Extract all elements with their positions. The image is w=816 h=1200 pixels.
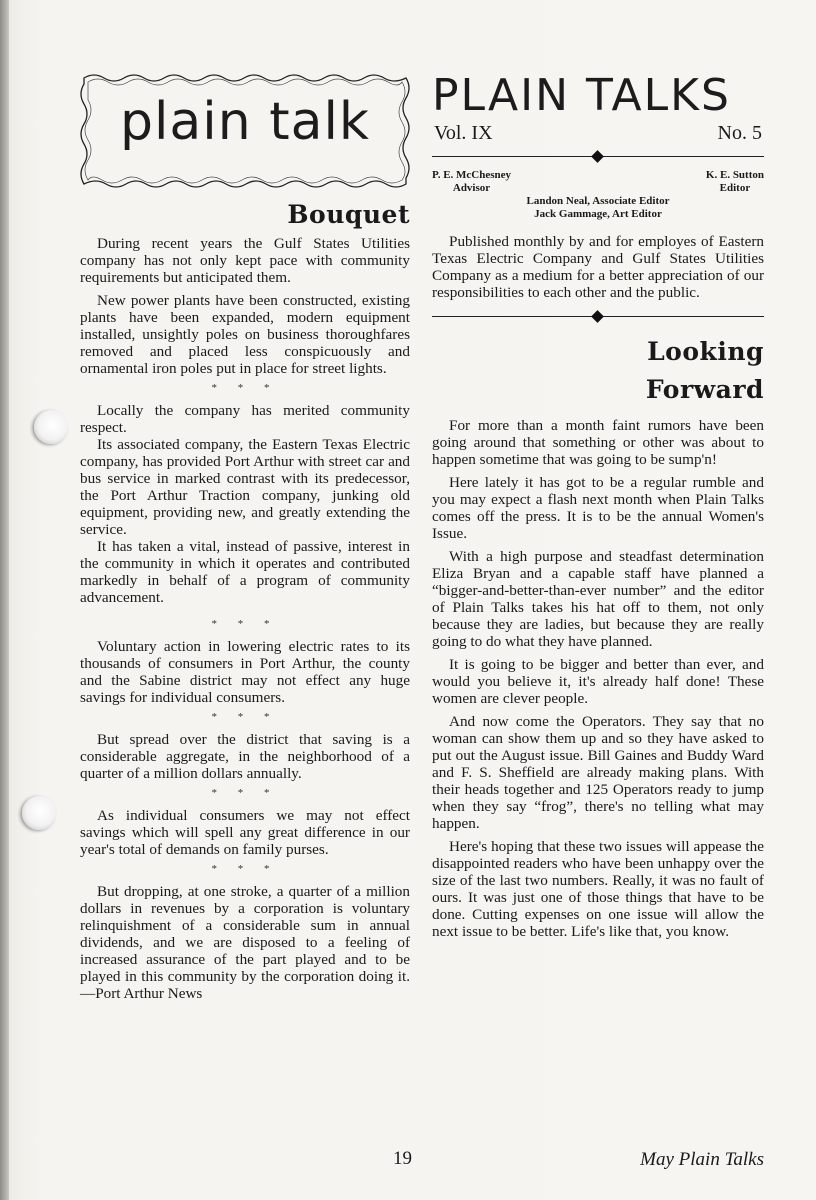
section-divider-stars: * * * bbox=[211, 618, 279, 630]
bouquet-paragraph: It has taken a vital, instead of passive, interest in the community in which it operates and contributed markedly in behalf of a program of community advancement. bbox=[80, 538, 410, 606]
right-column bbox=[432, 72, 764, 946]
section-divider-stars: * * * bbox=[211, 382, 279, 394]
publication-description: Published monthly by and for employes of Eastern Texas Electric Company and Gulf States Utilities Company as a medium for a better appreciation of our responsibilities to each other and the public. bbox=[432, 233, 764, 301]
editor-block bbox=[706, 169, 764, 195]
advisor-name: P. E. McChesney bbox=[432, 169, 512, 181]
binder-hole-top bbox=[34, 410, 68, 444]
page-number: 19 bbox=[393, 1148, 412, 1169]
volume-label: Vol. IX bbox=[434, 122, 493, 144]
masthead-title: PLAIN TALKS bbox=[432, 70, 731, 121]
forward-paragraph: For more than a month faint rumors have been going around that something or other was about to happen sometime that was going to be sump'n! bbox=[432, 417, 764, 468]
logo-text: plain talk bbox=[119, 92, 371, 152]
editor-role: Editor bbox=[719, 182, 751, 194]
forward-paragraph: Here lately it has got to be a regular rumble and you may expect a flash next month when Plain Talks comes off the press. It is to be the annual Women's Issue. bbox=[432, 474, 764, 542]
binding-spine bbox=[0, 0, 9, 1200]
advisor-block bbox=[432, 169, 511, 195]
bouquet-paragraph: But spread over the district that saving is a considerable aggregate, in the neighborhood of a quarter of a million dollars annually. bbox=[80, 731, 410, 782]
plain-talk-logo bbox=[80, 72, 410, 190]
forward-paragraph: It is going to be bigger and better than ever, and would you believe it, it's already half done! These women are clever people. bbox=[432, 656, 764, 707]
section-divider-stars: * * * bbox=[211, 711, 279, 723]
section-divider-stars: * * * bbox=[211, 787, 279, 799]
forward-headline: Forward bbox=[645, 375, 764, 404]
diamond-rule bbox=[432, 311, 764, 323]
bouquet-paragraph: Locally the company has merited community respect. bbox=[80, 402, 410, 436]
bouquet-paragraph: During recent years the Gulf States Utilities company has not only kept pace with community requirements but anticipated them. bbox=[80, 235, 410, 286]
bouquet-paragraph: Its associated company, the Eastern Texas Electric company, has provided Port Arthur with street car and bus service in marked contrast with its predecessor, the Port Arthur Traction company, junking old equipment, providing new, and greatly extending the service. bbox=[80, 436, 410, 538]
bouquet-paragraph: As individual consumers we may not effect savings which will spell any great difference in our year's total of demands on family purses. bbox=[80, 807, 410, 858]
left-column bbox=[80, 72, 410, 1002]
associate-editor: Landon Neal, Associate Editor bbox=[526, 195, 670, 207]
section-divider-stars: * * * bbox=[211, 863, 279, 875]
diamond-rule bbox=[432, 151, 764, 163]
bouquet-paragraph: Voluntary action in lowering electric rates to its thousands of consumers in Port Arthur, the county and the Sabine district may not effect any huge savings for individual consumers. bbox=[80, 638, 410, 706]
forward-paragraph: And now come the Operators. They say that no woman can show them up and so they have asked to put out the August issue. Bill Gaines and Buddy Ward and F. S. Sheffield are already making plans. With their heads together and 125 Operators ready to jump when they say “frog”, there's no telling what may happen. bbox=[432, 713, 764, 832]
bouquet-headline: Bouquet bbox=[287, 200, 410, 229]
bouquet-paragraph: New power plants have been constructed, existing plants have been expanded, modern equipment installed, unsightly poles on business thoroughfares removed and placed less conspicuously and ornamental iron poles put in place for street lights. bbox=[80, 292, 410, 377]
bouquet-paragraph: But dropping, at one stroke, a quarter of a million dollars in revenues by a corporation is voluntary relinquishment of a considerable sum in annual dividends, and we are disposed to a feeling of increased assurance of the part played and to be played in this community by the corporation doing it.—Port Arthur News bbox=[80, 883, 410, 1002]
binder-hole-bottom bbox=[22, 796, 56, 830]
forward-paragraph: With a high purpose and steadfast determination Eliza Bryan and a capable staff have planned a “bigger-and-better-than-ever number” and the editor of Plain Talks takes his hat off to them, not only because they are ladies, but because they are really going to do what they have planned. bbox=[432, 548, 764, 650]
diamond-ornament bbox=[591, 150, 604, 163]
advisor-role: Advisor bbox=[452, 182, 491, 194]
forward-paragraph: Here's hoping that these two issues will appease the disappointed readers who have been unhappy over the size of the last two numbers. Really, it was no fault of ours. It was just one of those things that have to be done. Cutting expenses on one issue will allow the next issue to be better. Life's like that, you know. bbox=[432, 838, 764, 940]
issue-number: No. 5 bbox=[717, 122, 762, 144]
looking-headline: Looking bbox=[647, 337, 764, 366]
volume-row bbox=[432, 122, 764, 145]
art-editor: Jack Gammage, Art Editor bbox=[534, 208, 662, 220]
magazine-issue-label: May Plain Talks bbox=[640, 1149, 764, 1170]
editor-name: K. E. Sutton bbox=[705, 169, 764, 181]
diamond-ornament bbox=[591, 310, 604, 323]
staff-box bbox=[432, 169, 764, 221]
